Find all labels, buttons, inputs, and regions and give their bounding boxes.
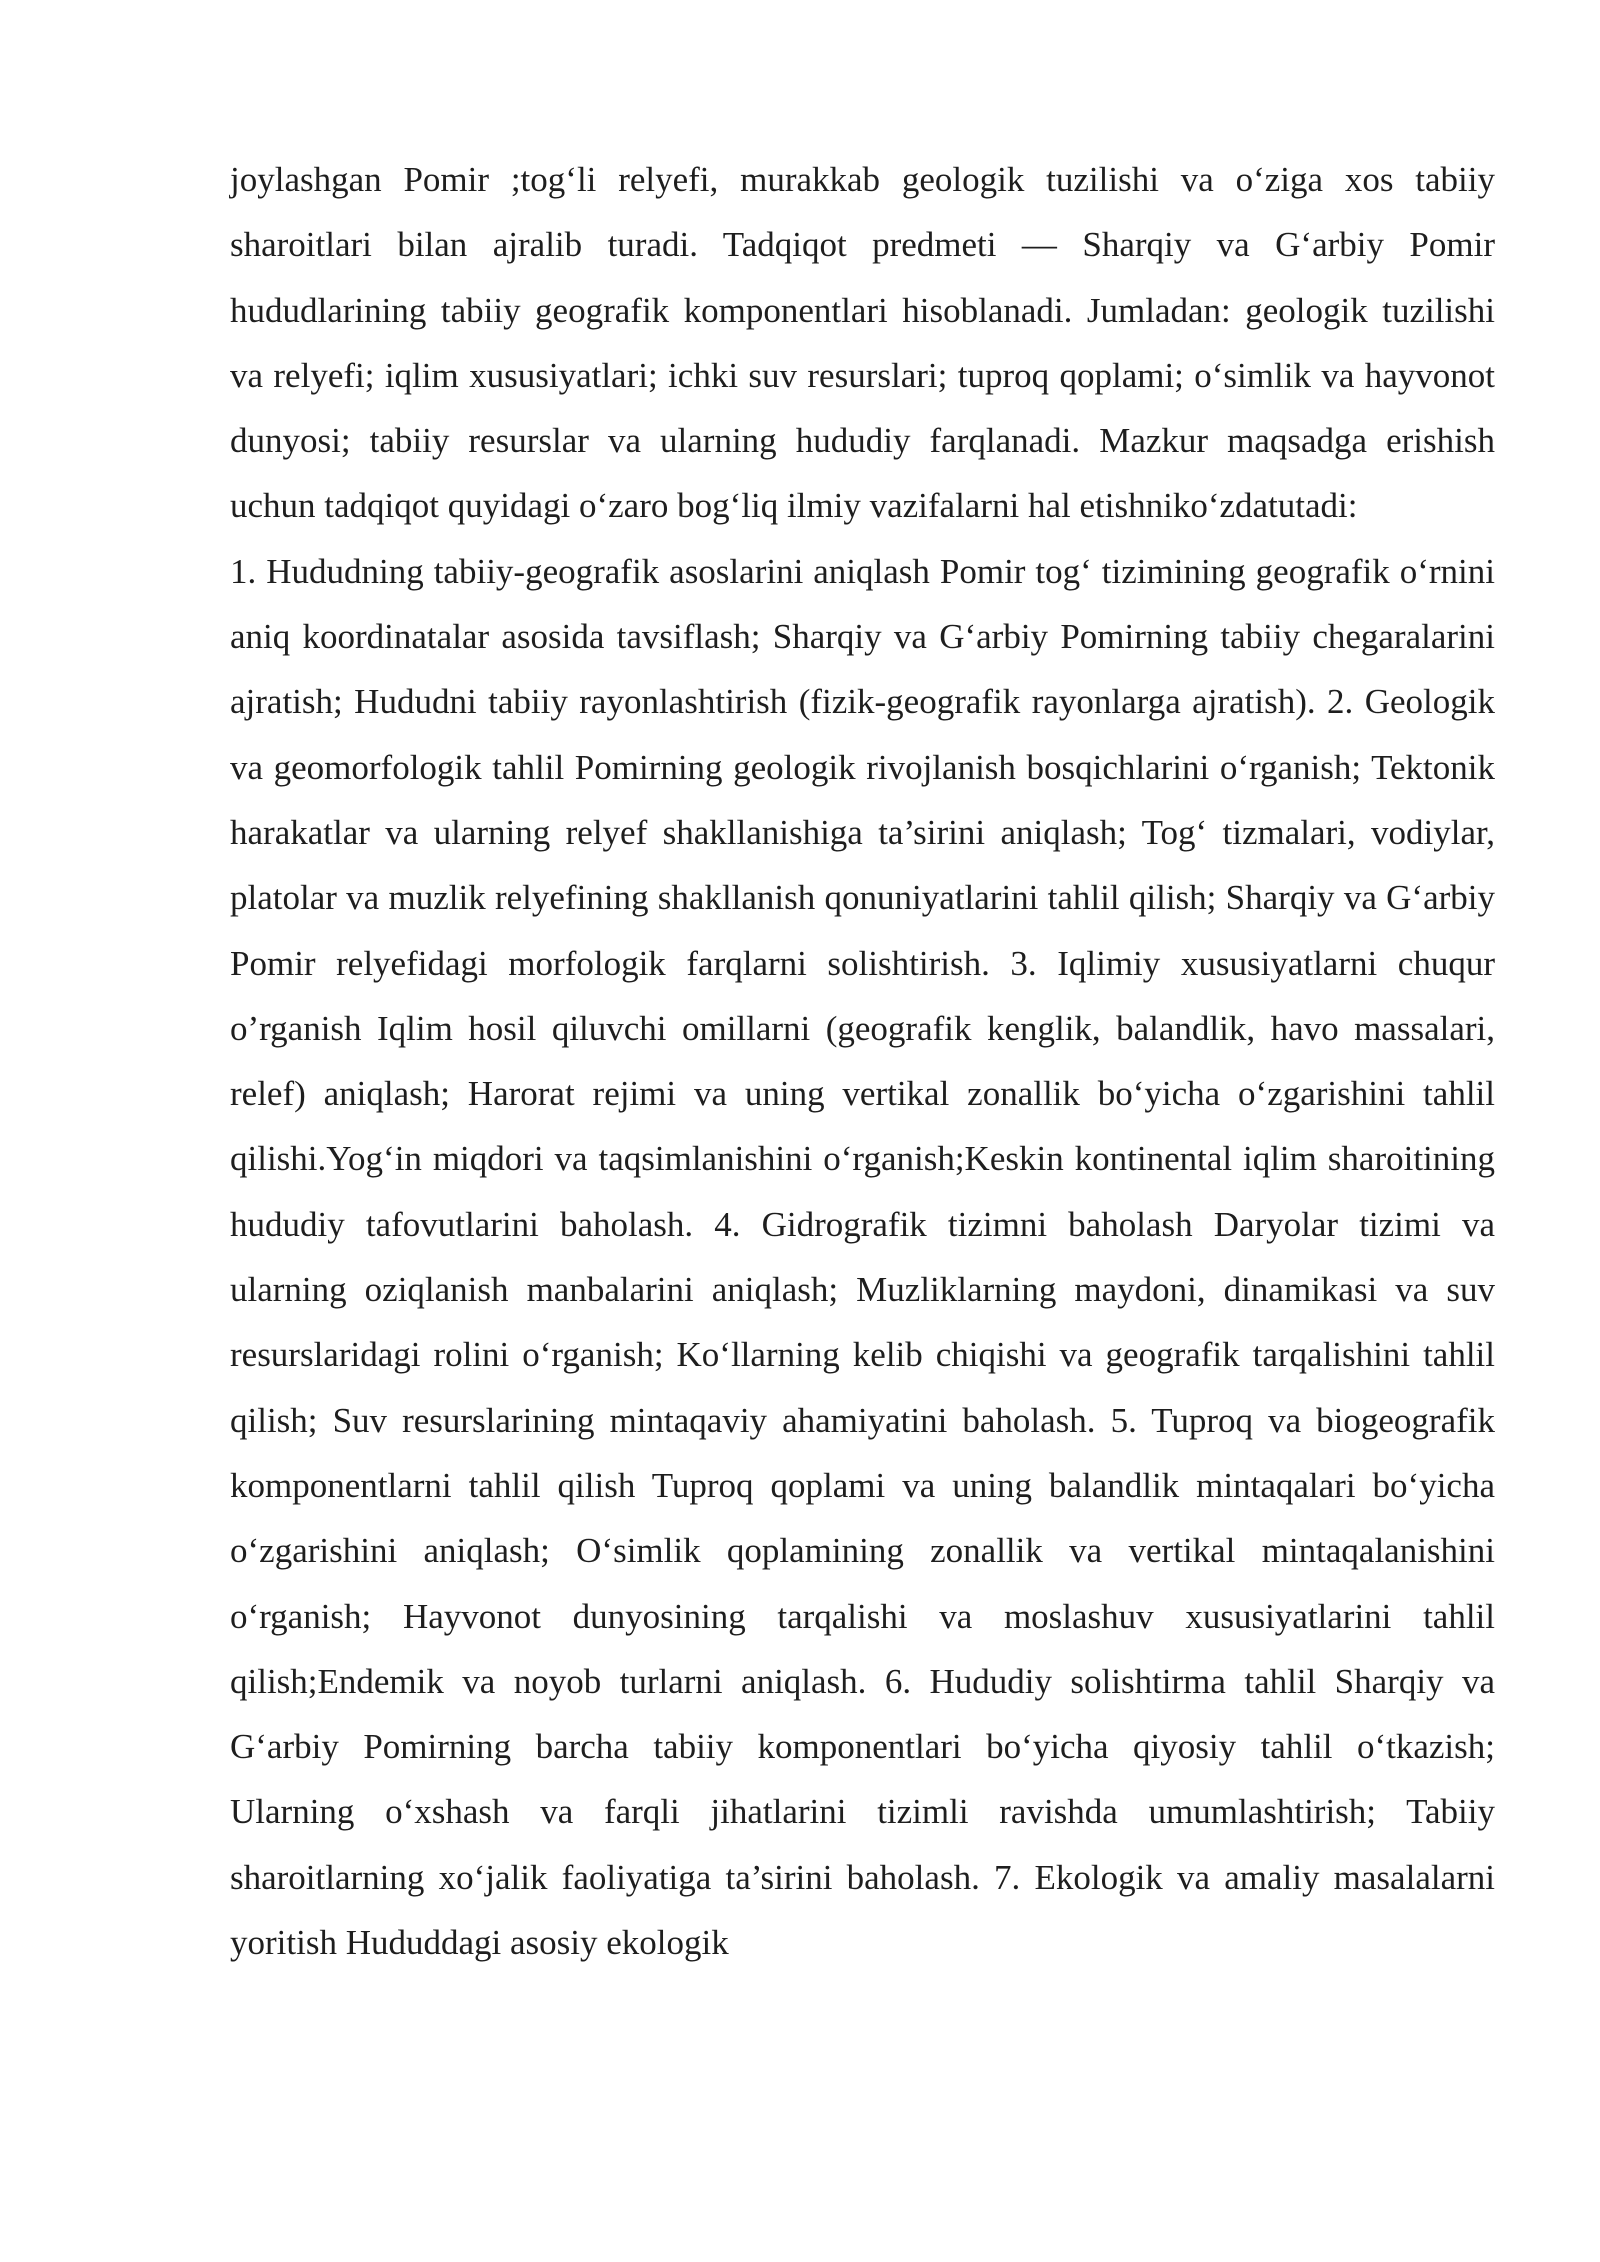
paragraph-intro: joylashgan Pomir ;tog‘li relyefi, murakkab geologik tuzilishi va o‘ziga xos tabiiy sharoitlari bilan ajralib turadi. Tadqiqot predmeti — Sharqiy va G‘arbiy Pomir hududlarining tabiiy geografik komponentlari hisoblanadi. Jumladan: geologik tuzilishi va relyefi; iqlim xususiyatlari; ichki suv resurslari; tuproq qoplami; o‘simlik va hayvonot dunyosi; tabiiy resurslar va ularning hududiy farqlanadi. Mazkur maqsadga erishish uchun tadqiqot quyidagi o‘zaro bog‘liq ilmiy vazifalarni hal etishniko‘zdatutadi: (230, 160, 1495, 526)
body-text (230, 147, 1495, 1975)
paragraph-tasks: 1. Hududning tabiiy-geografik asoslarini aniqlash Pomir tog‘ tizimining geografik o‘rnini aniq koordinatalar asosida tavsiflash; Sharqiy va G‘arbiy Pomirning tabiiy chegaralarini ajratish; Hududni tabiiy rayonlashtirish (fizik-geografik rayonlarga ajratish). 2. Geologik va geomorfologik tahlil Pomirning geologik rivojlanish bosqichlarini o‘rganish; Tektonik harakatlar va ularning relyef shakllanishiga ta’sirini aniqlash; Tog‘ tizmalari, vodiylar, platolar va muzlik relyefining shakllanish qonuniyatlarini tahlil qilish; Sharqiy va G‘arbiy Pomir relyefidagi morfologik farqlarni solishtirish. 3. Iqlimiy xususiyatlarni chuqur o’rganish Iqlim hosil qiluvchi omillarni (geografik kenglik, balandlik, havo massalari, relef) aniqlash; Harorat rejimi va uning vertikal zonallik bo‘yicha o‘zgarishini tahlil qilishi.Yog‘in miqdori va taqsimlanishini o‘rganish;Keskin kontinental iqlim sharoitining hududiy tafovutlarini baholash. 4. Gidrografik tizimni baholash Daryolar tizimi va ularning oziqlanish manbalarini aniqlash; Muzliklarning maydoni, dinamikasi va suv resurslaridagi rolini o‘rganish; Ko‘llarning kelib chiqishi va geografik tarqalishini tahlil qilish; Suv resurslarining mintaqaviy ahamiyatini baholash. 5. Tuproq va biogeografik komponentlarni tahlil qilish Tuproq qoplami va uning balandlik mintaqalari bo‘yicha o‘zgarishini aniqlash; O‘simlik qoplamining zonallik va vertikal mintaqalanishini o‘rganish; Hayvonot dunyosining tarqalishi va moslashuv xususiyatlarini tahlil qilish;Endemik va noyob turlarni aniqlash. 6. Hududiy solishtirma tahlil Sharqiy va G‘arbiy Pomirning barcha tabiiy komponentlari bo‘yicha qiyosiy tahlil o‘tkazish; Ularning o‘xshash va farqli jihatlarini tizimli ravishda umumlashtirish; Tabiiy sharoitlarning xo‘jalik faoliyatiga ta’sirini baholash. 7. Ekologik va amaliy masalalarni yoritish Hududdagi asosiy ekologik (230, 551, 1495, 1963)
